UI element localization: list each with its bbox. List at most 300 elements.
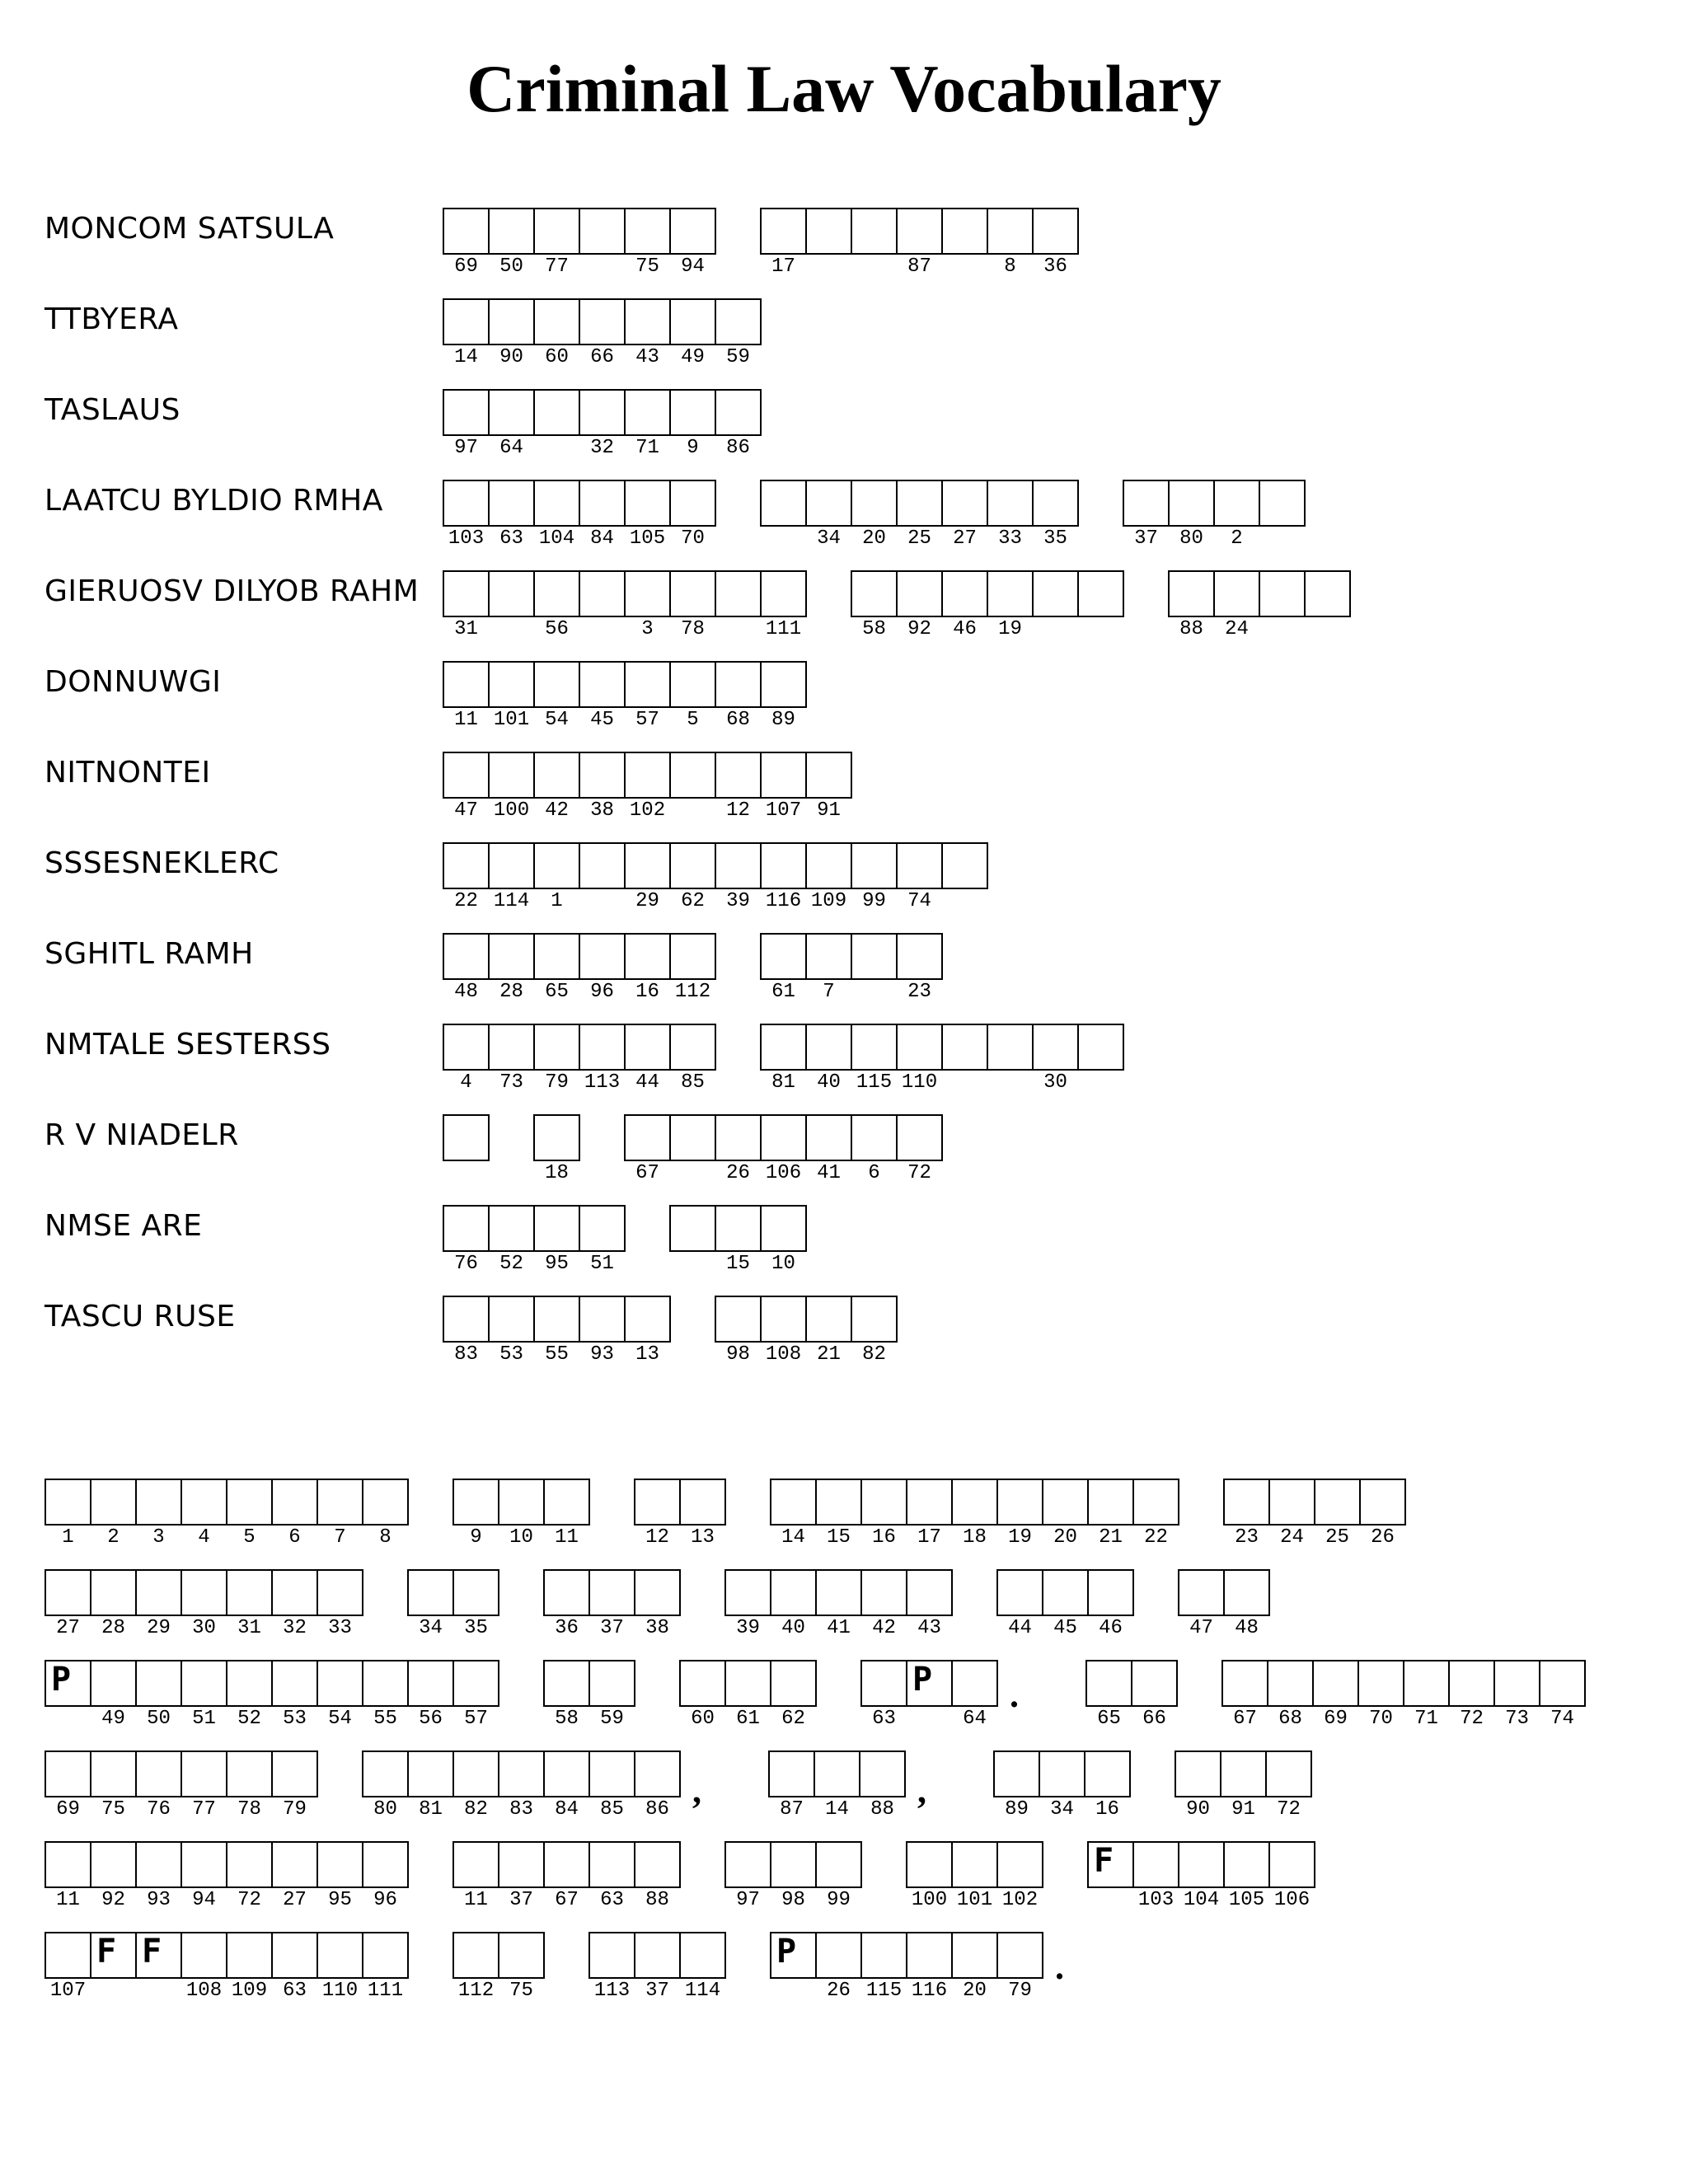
- answer-box[interactable]: [1178, 1569, 1225, 1616]
- answer-box[interactable]: [941, 1024, 988, 1071]
- answer-box[interactable]: [1168, 570, 1215, 617]
- answer-box[interactable]: [45, 1479, 91, 1526]
- answer-box[interactable]: [316, 1479, 363, 1526]
- answer-box[interactable]: [860, 1660, 907, 1707]
- answer-box[interactable]: [1223, 1569, 1270, 1616]
- answer-box[interactable]: [1175, 1750, 1221, 1797]
- answer-box[interactable]: [724, 1569, 771, 1616]
- answer-box[interactable]: [316, 1841, 363, 1888]
- answer-box[interactable]: [579, 1296, 626, 1343]
- answer-box[interactable]: [624, 661, 671, 708]
- answer-box[interactable]: [715, 661, 762, 708]
- answer-box[interactable]: [1132, 1479, 1179, 1526]
- answer-box[interactable]: [362, 1750, 409, 1797]
- clue-number: 107: [765, 799, 802, 822]
- answer-box[interactable]: [906, 1841, 953, 1888]
- answer-box[interactable]: [815, 1479, 862, 1526]
- scrambled-word: R V NIADELR: [45, 1118, 239, 1152]
- answer-box[interactable]: [316, 1660, 363, 1707]
- scrambled-word: TASCU RUSE: [45, 1300, 236, 1333]
- answer-box[interactable]: [851, 933, 898, 980]
- answer-box[interactable]: [226, 1660, 273, 1707]
- answer-box[interactable]: [1132, 1841, 1179, 1888]
- answer-box[interactable]: [452, 1750, 499, 1797]
- answer-box[interactable]: [669, 752, 716, 799]
- answer-box[interactable]: [579, 842, 626, 889]
- answer-box[interactable]: [906, 1479, 953, 1526]
- clue-number: 1: [62, 1526, 74, 1549]
- answer-box[interactable]: [45, 1841, 91, 1888]
- answer-box[interactable]: [443, 933, 490, 980]
- answer-box[interactable]: [715, 298, 762, 345]
- answer-box[interactable]: [1213, 480, 1260, 527]
- answer-box[interactable]: [181, 1479, 227, 1526]
- answer-box[interactable]: [996, 1479, 1043, 1526]
- answer-box[interactable]: [588, 1750, 635, 1797]
- answer-box[interactable]: [1259, 480, 1306, 527]
- answer-box[interactable]: [896, 842, 943, 889]
- answer-box[interactable]: [1131, 1660, 1178, 1707]
- answer-box[interactable]: [906, 1569, 953, 1616]
- answer-box[interactable]: [624, 1114, 671, 1161]
- answer-box[interactable]: [543, 1841, 590, 1888]
- answer-box[interactable]: [1267, 1660, 1314, 1707]
- answer-box[interactable]: [1359, 1479, 1406, 1526]
- answer-box[interactable]: [715, 389, 762, 436]
- answer-box[interactable]: [679, 1932, 726, 1979]
- answer-box[interactable]: [443, 661, 490, 708]
- answer-box[interactable]: [1312, 1660, 1359, 1707]
- clue-number: 93: [590, 1343, 614, 1366]
- answer-box[interactable]: [579, 298, 626, 345]
- answer-box[interactable]: [226, 1750, 273, 1797]
- answer-box[interactable]: [624, 480, 671, 527]
- answer-box[interactable]: [1042, 1479, 1089, 1526]
- answer-box[interactable]: [181, 1932, 227, 1979]
- answer-box[interactable]: [1168, 480, 1215, 527]
- answer-box[interactable]: [715, 1114, 762, 1161]
- answer-box[interactable]: [1077, 1024, 1124, 1071]
- answer-box[interactable]: [443, 208, 490, 255]
- answer-box[interactable]: [859, 1750, 906, 1797]
- clue-number: 96: [373, 1889, 397, 1911]
- answer-box[interactable]: [362, 1479, 409, 1526]
- answer-box[interactable]: [669, 933, 716, 980]
- answer-box[interactable]: [941, 842, 988, 889]
- answer-box[interactable]: [226, 1841, 273, 1888]
- answer-box[interactable]: [181, 1750, 227, 1797]
- answer-box[interactable]: [1448, 1660, 1495, 1707]
- answer-box[interactable]: [815, 1841, 862, 1888]
- answer-box[interactable]: [760, 842, 807, 889]
- answer-box[interactable]: [669, 480, 716, 527]
- answer-box[interactable]: [498, 1479, 545, 1526]
- answer-box[interactable]: [452, 1841, 499, 1888]
- answer-box[interactable]: [533, 389, 580, 436]
- answer-box[interactable]: [407, 1569, 454, 1616]
- answer-box[interactable]: [851, 208, 898, 255]
- answer-box[interactable]: [715, 752, 762, 799]
- answer-box[interactable]: [1039, 1750, 1085, 1797]
- answer-box[interactable]: [1223, 1479, 1270, 1526]
- answer-box[interactable]: [1213, 570, 1260, 617]
- clue-number: 113: [593, 1980, 631, 2002]
- answer-box[interactable]: [579, 570, 626, 617]
- answer-box[interactable]: [533, 1205, 580, 1252]
- answer-box[interactable]: [1032, 480, 1079, 527]
- answer-box[interactable]: [679, 1660, 726, 1707]
- answer-box[interactable]: [1265, 1750, 1312, 1797]
- answer-box[interactable]: [588, 1569, 635, 1616]
- clue-number: 15: [726, 1253, 750, 1275]
- answer-box[interactable]: [443, 1296, 490, 1343]
- answer-box[interactable]: [1314, 1479, 1361, 1526]
- answer-box[interactable]: [579, 389, 626, 436]
- answer-box[interactable]: [135, 1750, 182, 1797]
- answer-box[interactable]: [443, 298, 490, 345]
- answer-box[interactable]: [1304, 570, 1351, 617]
- answer-box[interactable]: [533, 208, 580, 255]
- answer-box[interactable]: [760, 1296, 807, 1343]
- clue-number: 32: [590, 437, 614, 459]
- answer-box[interactable]: [941, 480, 988, 527]
- clue-number: 45: [1053, 1617, 1077, 1639]
- answer-box[interactable]: [896, 1114, 943, 1161]
- answer-box[interactable]: [45, 1932, 91, 1979]
- answer-box[interactable]: [896, 933, 943, 980]
- answer-box[interactable]: [1268, 1841, 1315, 1888]
- answer-box[interactable]: [896, 1024, 943, 1071]
- answer-box[interactable]: [669, 298, 716, 345]
- answer-box[interactable]: [135, 1569, 182, 1616]
- answer-box[interactable]: [488, 480, 535, 527]
- answer-box[interactable]: [443, 842, 490, 889]
- answer-box[interactable]: [533, 1114, 580, 1161]
- answer-box[interactable]: [488, 842, 535, 889]
- answer-box[interactable]: [760, 661, 807, 708]
- answer-box[interactable]: [941, 570, 988, 617]
- scrambled-word: LAATCU BYLDIO RMHA: [45, 484, 383, 518]
- answer-box[interactable]: [452, 1479, 499, 1526]
- answer-box[interactable]: [987, 208, 1034, 255]
- answer-box[interactable]: [814, 1750, 860, 1797]
- answer-box[interactable]: [1032, 208, 1079, 255]
- answer-box[interactable]: [624, 389, 671, 436]
- answer-box[interactable]: [624, 298, 671, 345]
- answer-box[interactable]: [760, 480, 807, 527]
- answer-box[interactable]: [715, 842, 762, 889]
- answer-box[interactable]: [90, 1479, 137, 1526]
- answer-box[interactable]: [724, 1841, 771, 1888]
- answer-box[interactable]: [588, 1932, 635, 1979]
- answer-box[interactable]: [443, 389, 490, 436]
- answer-box[interactable]: [951, 1841, 998, 1888]
- answer-box[interactable]: [1077, 570, 1124, 617]
- answer-box[interactable]: [543, 1479, 590, 1526]
- answer-box[interactable]: [770, 1479, 817, 1526]
- answer-box[interactable]: [488, 1205, 535, 1252]
- answer-box[interactable]: [715, 1296, 762, 1343]
- answer-box[interactable]: [770, 1569, 817, 1616]
- answer-box[interactable]: [770, 1660, 817, 1707]
- answer-box[interactable]: [533, 933, 580, 980]
- answer-box[interactable]: [45, 1569, 91, 1616]
- answer-box[interactable]: [90, 1660, 137, 1707]
- answer-box[interactable]: [941, 208, 988, 255]
- answer-box[interactable]: [951, 1660, 998, 1707]
- answer-box[interactable]: [760, 208, 807, 255]
- answer-box[interactable]: [488, 389, 535, 436]
- answer-box[interactable]: [770, 1841, 817, 1888]
- answer-box[interactable]: [1178, 1841, 1225, 1888]
- answer-box[interactable]: [90, 1569, 137, 1616]
- answer-box[interactable]: [579, 661, 626, 708]
- clue-number: 34: [817, 527, 841, 550]
- answer-box[interactable]: [362, 1660, 409, 1707]
- answer-box[interactable]: [624, 933, 671, 980]
- answer-box[interactable]: [1032, 1024, 1079, 1071]
- answer-box[interactable]: [669, 1024, 716, 1071]
- answer-box[interactable]: [533, 298, 580, 345]
- clue-number: 10: [771, 1253, 795, 1275]
- clue-number: 108: [185, 1980, 223, 2002]
- answer-box[interactable]: [805, 752, 852, 799]
- answer-box[interactable]: [634, 1841, 681, 1888]
- answer-box[interactable]: [896, 570, 943, 617]
- answer-box[interactable]: [488, 933, 535, 980]
- answer-box[interactable]: [181, 1569, 227, 1616]
- answer-box[interactable]: [407, 1750, 454, 1797]
- answer-box[interactable]: [624, 842, 671, 889]
- answer-box[interactable]: [1087, 1479, 1134, 1526]
- answer-box[interactable]: [579, 1205, 626, 1252]
- answer-box[interactable]: [443, 1114, 490, 1161]
- answer-box[interactable]: [543, 1569, 590, 1616]
- answer-box[interactable]: [533, 570, 580, 617]
- answer-box[interactable]: [271, 1479, 318, 1526]
- answer-box[interactable]: [533, 480, 580, 527]
- answer-box[interactable]: [271, 1932, 318, 1979]
- answer-box[interactable]: [452, 1932, 499, 1979]
- answer-box[interactable]: [1493, 1660, 1540, 1707]
- clue-number: 76: [147, 1798, 171, 1821]
- answer-box[interactable]: [316, 1569, 363, 1616]
- answer-box[interactable]: [715, 1205, 762, 1252]
- answer-box[interactable]: [135, 1479, 182, 1526]
- answer-box[interactable]: [860, 1479, 907, 1526]
- answer-box[interactable]: [679, 1479, 726, 1526]
- answer-box[interactable]: [135, 1660, 182, 1707]
- answer-box[interactable]: [588, 1660, 635, 1707]
- clue-number: 72: [237, 1889, 261, 1911]
- answer-box[interactable]: [805, 1114, 852, 1161]
- answer-box[interactable]: [851, 842, 898, 889]
- answer-box[interactable]: [624, 570, 671, 617]
- answer-box[interactable]: [669, 842, 716, 889]
- answer-box[interactable]: [181, 1660, 227, 1707]
- answer-box[interactable]: [498, 1841, 545, 1888]
- answer-box[interactable]: [987, 570, 1034, 617]
- answer-box[interactable]: [90, 1750, 137, 1797]
- answer-box[interactable]: [362, 1932, 409, 1979]
- answer-box[interactable]: [760, 1024, 807, 1071]
- answer-box[interactable]: [634, 1569, 681, 1616]
- clue-number: 95: [545, 1253, 569, 1275]
- answer-box[interactable]: [488, 208, 535, 255]
- answer-box[interactable]: [271, 1750, 318, 1797]
- answer-box[interactable]: [452, 1660, 499, 1707]
- answer-box[interactable]: [1357, 1660, 1404, 1707]
- answer-box[interactable]: [760, 1205, 807, 1252]
- answer-box[interactable]: [805, 480, 852, 527]
- answer-box[interactable]: [488, 661, 535, 708]
- clue-number: 43: [917, 1617, 941, 1639]
- answer-box[interactable]: [579, 208, 626, 255]
- clue-number: 42: [545, 799, 569, 822]
- answer-box[interactable]: [1087, 1569, 1134, 1616]
- answer-box[interactable]: [815, 1569, 862, 1616]
- answer-box[interactable]: [996, 1932, 1043, 1979]
- answer-box[interactable]: [669, 570, 716, 617]
- answer-box[interactable]: [996, 1841, 1043, 1888]
- clue-number: 11: [56, 1889, 80, 1911]
- answer-box[interactable]: [624, 752, 671, 799]
- answer-box[interactable]: [579, 1024, 626, 1071]
- answer-box[interactable]: [951, 1479, 998, 1526]
- answer-box[interactable]: [443, 480, 490, 527]
- answer-box[interactable]: [1084, 1750, 1131, 1797]
- answer-box[interactable]: [1259, 570, 1306, 617]
- answer-box[interactable]: [851, 1114, 898, 1161]
- answer-box[interactable]: [805, 208, 852, 255]
- clue-number: 86: [726, 437, 750, 459]
- clue-number: 104: [538, 527, 575, 550]
- answer-box[interactable]: [135, 1841, 182, 1888]
- answer-box[interactable]: [805, 1024, 852, 1071]
- answer-box[interactable]: [543, 1750, 590, 1797]
- answer-box[interactable]: [760, 570, 807, 617]
- answer-box[interactable]: [543, 1660, 590, 1707]
- answer-box[interactable]: [443, 570, 490, 617]
- answer-box[interactable]: [1085, 1660, 1132, 1707]
- answer-box[interactable]: [533, 661, 580, 708]
- answer-box[interactable]: [760, 1114, 807, 1161]
- answer-box[interactable]: [1123, 480, 1170, 527]
- answer-box[interactable]: [271, 1841, 318, 1888]
- answer-box[interactable]: [362, 1841, 409, 1888]
- answer-box[interactable]: [452, 1569, 499, 1616]
- answer-box[interactable]: [488, 570, 535, 617]
- answer-box[interactable]: [498, 1932, 545, 1979]
- answer-box[interactable]: [860, 1569, 907, 1616]
- answer-box[interactable]: [533, 1296, 580, 1343]
- answer-box[interactable]: [407, 1660, 454, 1707]
- answer-box[interactable]: [669, 1205, 716, 1252]
- answer-box[interactable]: [951, 1932, 998, 1979]
- clue-number: 69: [56, 1798, 80, 1821]
- answer-box[interactable]: [987, 1024, 1034, 1071]
- answer-box[interactable]: [271, 1569, 318, 1616]
- answer-box[interactable]: [624, 1024, 671, 1071]
- answer-box[interactable]: [498, 1750, 545, 1797]
- answer-box[interactable]: [226, 1479, 273, 1526]
- answer-box[interactable]: [1042, 1569, 1089, 1616]
- answer-box[interactable]: [634, 1750, 681, 1797]
- answer-box[interactable]: [815, 1932, 862, 1979]
- answer-box[interactable]: [805, 933, 852, 980]
- answer-box[interactable]: [768, 1750, 815, 1797]
- answer-box[interactable]: [1268, 1479, 1315, 1526]
- answer-box[interactable]: [851, 480, 898, 527]
- answer-box[interactable]: [271, 1660, 318, 1707]
- answer-box[interactable]: [488, 1024, 535, 1071]
- answer-box[interactable]: [181, 1841, 227, 1888]
- answer-box[interactable]: [896, 208, 943, 255]
- answer-box[interactable]: [996, 1569, 1043, 1616]
- answer-box[interactable]: [1403, 1660, 1450, 1707]
- answer-box[interactable]: [226, 1569, 273, 1616]
- answer-box[interactable]: [993, 1750, 1040, 1797]
- answer-box[interactable]: [488, 752, 535, 799]
- answer-box[interactable]: [851, 1024, 898, 1071]
- answer-box[interactable]: [45, 1750, 91, 1797]
- answer-box[interactable]: [1223, 1841, 1270, 1888]
- answer-box[interactable]: [90, 1841, 137, 1888]
- answer-box[interactable]: [634, 1479, 681, 1526]
- answer-box[interactable]: [1221, 1660, 1268, 1707]
- answer-box[interactable]: [488, 1296, 535, 1343]
- answer-box[interactable]: [1032, 570, 1079, 617]
- answer-box[interactable]: [715, 570, 762, 617]
- answer-box[interactable]: [987, 480, 1034, 527]
- clue-number: 33: [998, 527, 1022, 550]
- answer-box[interactable]: [624, 1296, 671, 1343]
- answer-box[interactable]: [860, 1932, 907, 1979]
- answer-box[interactable]: [669, 208, 716, 255]
- answer-box[interactable]: [443, 1024, 490, 1071]
- answer-box[interactable]: [669, 1114, 716, 1161]
- answer-box[interactable]: [588, 1841, 635, 1888]
- answer-box[interactable]: [579, 752, 626, 799]
- answer-box[interactable]: [805, 1296, 852, 1343]
- answer-box[interactable]: [579, 933, 626, 980]
- answer-box[interactable]: [316, 1932, 363, 1979]
- answer-box[interactable]: [1220, 1750, 1267, 1797]
- answer-box[interactable]: [851, 570, 898, 617]
- answer-box[interactable]: [805, 842, 852, 889]
- answer-box[interactable]: [851, 1296, 898, 1343]
- answer-box[interactable]: [533, 752, 580, 799]
- answer-box[interactable]: [226, 1932, 273, 1979]
- answer-box[interactable]: [624, 208, 671, 255]
- answer-box[interactable]: [579, 480, 626, 527]
- answer-box[interactable]: [443, 1205, 490, 1252]
- answer-box[interactable]: [634, 1932, 681, 1979]
- answer-box[interactable]: [760, 933, 807, 980]
- answer-box[interactable]: [533, 842, 580, 889]
- answer-box[interactable]: [669, 389, 716, 436]
- answer-box[interactable]: [760, 752, 807, 799]
- answer-box[interactable]: [533, 1024, 580, 1071]
- answer-box[interactable]: [1539, 1660, 1586, 1707]
- clue-number: 64: [499, 437, 523, 459]
- answer-box[interactable]: [906, 1932, 953, 1979]
- answer-box[interactable]: [488, 298, 535, 345]
- answer-box[interactable]: [443, 752, 490, 799]
- answer-box[interactable]: [724, 1660, 771, 1707]
- answer-box[interactable]: [896, 480, 943, 527]
- answer-box[interactable]: [669, 661, 716, 708]
